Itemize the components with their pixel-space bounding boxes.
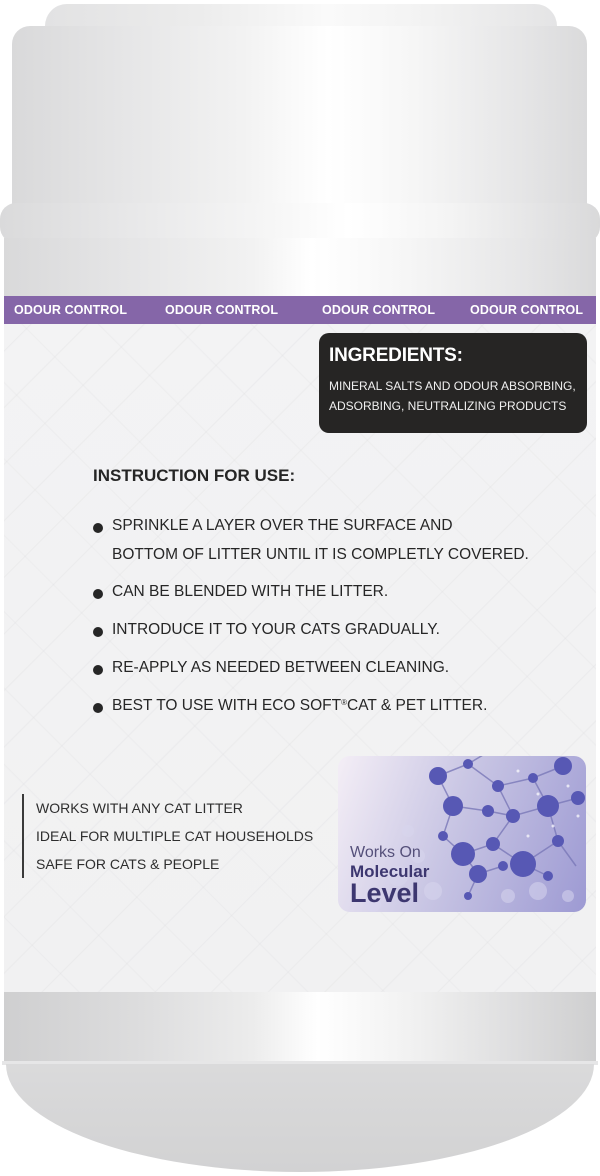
registered-mark: ® — [341, 698, 347, 707]
card-text: Level — [350, 878, 420, 908]
instruction-text: SPRINKLE A LAYER OVER THE SURFACE AND — [112, 517, 453, 534]
bullet-icon — [93, 589, 103, 599]
bottle-upper-body — [4, 238, 596, 298]
odour-control-band — [4, 296, 596, 324]
bullet-icon — [93, 627, 103, 637]
instructions-title: INSTRUCTION FOR USE: — [93, 466, 296, 485]
band-text: ODOUR CONTROL — [322, 303, 436, 317]
feature-item: IDEAL FOR MULTIPLE CAT HOUSEHOLDS — [36, 828, 314, 844]
product-label — [4, 296, 596, 992]
bullet-icon — [93, 703, 103, 713]
instruction-text: RE-APPLY AS NEEDED BETWEEN CLEANING. — [112, 659, 450, 676]
bottle-lid — [12, 26, 587, 211]
molecular-level-card — [338, 756, 586, 912]
instruction-text: CAN BE BLENDED WITH THE LITTER. — [112, 583, 389, 600]
band-text: ODOUR CONTROL — [470, 303, 584, 317]
card-text: Works On — [350, 844, 421, 861]
bullet-icon — [93, 665, 103, 675]
instruction-text: BEST TO USE WITH ECO SOFT — [112, 697, 342, 714]
instruction-text: INTRODUCE IT TO YOUR CATS GRADUALLY. — [112, 621, 440, 638]
feature-item: SAFE FOR CATS & PEOPLE — [36, 856, 220, 872]
instruction-item — [93, 584, 388, 606]
bottle-lower-body — [4, 992, 596, 1064]
bottle-lid-rim — [0, 203, 600, 243]
bottle-base — [6, 1064, 594, 1172]
ingredients-box — [319, 333, 587, 433]
features-list — [22, 794, 313, 878]
band-text: ODOUR CONTROL — [165, 303, 279, 317]
instruction-item — [93, 622, 440, 644]
ingredients-title: INGREDIENTS: — [329, 345, 463, 366]
instruction-text: BOTTOM OF LITTER UNTIL IT IS COMPLETLY COVERED. — [112, 546, 529, 563]
feature-item: WORKS WITH ANY CAT LITTER — [36, 800, 243, 816]
instruction-item — [93, 698, 487, 720]
ingredients-line: MINERAL SALTS AND ODOUR ABSORBING, — [329, 379, 576, 393]
band-text: ODOUR CONTROL — [14, 303, 128, 317]
instruction-text: CAT & PET LITTER. — [347, 697, 488, 714]
card-text: Molecular — [350, 862, 430, 881]
bullet-icon — [93, 523, 103, 533]
instruction-item — [93, 660, 449, 682]
ingredients-line: ADSORBING, NEUTRALIZING PRODUCTS — [329, 399, 567, 413]
instruction-item — [93, 518, 529, 569]
